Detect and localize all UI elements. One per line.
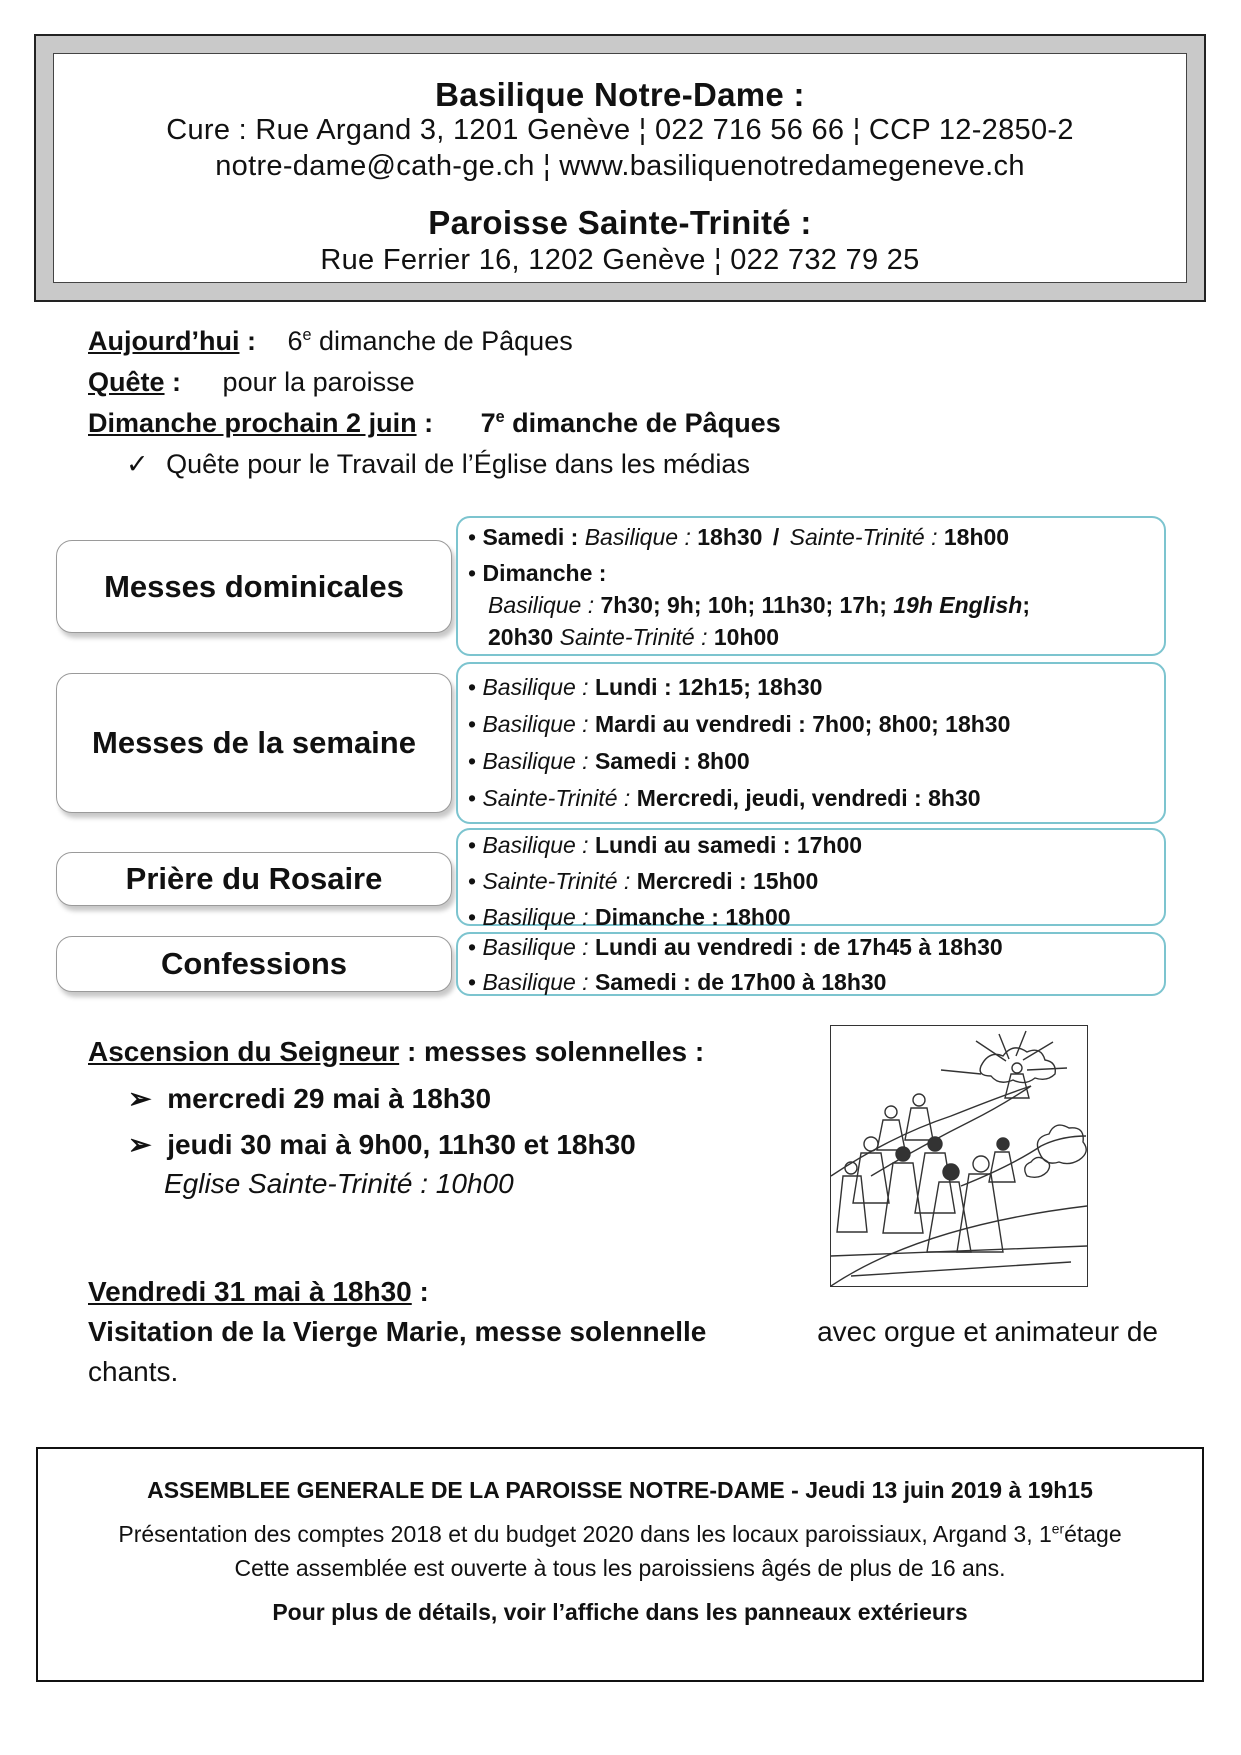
visitation-title: Vendredi 31 mai à 18h30	[88, 1276, 412, 1307]
dominicales-dimanche-st	[488, 624, 779, 651]
dim-semicolon: ;	[1022, 592, 1031, 618]
bullet-icon: •	[468, 969, 477, 995]
nd-address: Cure : Rue Argand 3, 1201 Genève ¦ 022 716 56 66 ¦ CCP 12-2850-2	[166, 114, 1074, 146]
next-colon: :	[416, 408, 434, 438]
dim-last: 20h30	[488, 624, 554, 650]
assemblee-line-2: Cette assemblée est ouverte à tous les paroissiens âgés de plus de 16 ans.	[234, 1555, 1006, 1581]
ascension-heading	[88, 1036, 704, 1068]
dim-english: 19h English	[893, 592, 1023, 618]
visitation-rest-text: avec orgue et animateur de	[817, 1316, 1158, 1347]
bullet-icon: •	[468, 674, 477, 700]
bullet-icon: •	[468, 524, 477, 550]
ascension-item-2-note: Eglise Sainte-Trinité : 10h00	[164, 1168, 514, 1199]
sam-day: Samedi :	[482, 524, 579, 550]
label-messes-dominicales: Messes dominicales	[56, 540, 452, 633]
today-colon: :	[239, 326, 256, 356]
header-inner	[53, 53, 1187, 283]
visitation-title-colon: :	[411, 1276, 429, 1307]
box-confessions	[456, 932, 1166, 996]
assemblee-box	[36, 1447, 1204, 1682]
bullet-icon: •	[468, 560, 477, 586]
st-title: Paroisse Sainte-Trinité :	[428, 204, 812, 241]
rosaire-text: Mercredi : 15h00	[636, 868, 819, 894]
ascension-title-rest: : messes solennelles :	[399, 1036, 705, 1067]
visitation-line-2: chants.	[88, 1356, 179, 1387]
ascension-item-2-text: jeudi 30 mai à 9h00, 11h30 et 18h30	[167, 1129, 636, 1160]
assemblee-line-1	[38, 1521, 1202, 1548]
sam-st: Sainte-Trinité :	[789, 524, 938, 550]
rosaire-text: Dimanche : 18h00	[594, 904, 791, 930]
sam-st-time: 18h00	[943, 524, 1010, 550]
dim-times: 7h30; 9h; 10h; 11h30; 17h;	[600, 592, 887, 618]
assemblee-line-1-end: étage	[1064, 1521, 1122, 1547]
dim-st: Sainte-Trinité :	[559, 624, 708, 650]
rosaire-item	[468, 868, 818, 895]
quete-label: Quête	[88, 367, 165, 397]
bullet-icon: •	[468, 785, 477, 811]
rosaire-place: Sainte-Trinité :	[482, 868, 631, 894]
ascension-item-1-text: mercredi 29 mai à 18h30	[167, 1083, 492, 1114]
ascension-drawing	[831, 1026, 1087, 1286]
semaine-place: Basilique :	[482, 748, 589, 774]
dim-day: Dimanche :	[482, 560, 607, 586]
confessions-text: Lundi au vendredi : de 17h45 à 18h30	[594, 934, 1003, 960]
semaine-text: Samedi : 8h00	[594, 748, 750, 774]
confessions-item	[468, 934, 1003, 961]
assemblee-line-1-text: Présentation des comptes 2018 et du budget 2020 dans les locaux paroissiaux, Argand 3, 1	[118, 1521, 1052, 1547]
visitation-heading	[88, 1276, 429, 1308]
rosaire-place: Basilique :	[482, 832, 589, 858]
semaine-item	[468, 711, 1010, 738]
next-label: Dimanche prochain 2 juin	[88, 408, 417, 438]
next-line	[88, 408, 781, 439]
bullet-icon: •	[468, 832, 477, 858]
semaine-text: Mercredi, jeudi, vendredi : 8h30	[636, 785, 981, 811]
rosaire-text: Lundi au samedi : 17h00	[594, 832, 863, 858]
dominicales-dimanche-times	[488, 592, 1030, 619]
semaine-text: Lundi : 12h15; 18h30	[594, 674, 823, 700]
semaine-place: Sainte-Trinité :	[482, 785, 631, 811]
semaine-place: Basilique :	[482, 674, 589, 700]
ascension-illustration	[830, 1025, 1088, 1287]
header-box	[34, 34, 1206, 302]
visitation-bold-text: Visitation de la Vierge Marie, messe solennelle	[88, 1316, 707, 1347]
next-text: dimanche de Pâques	[504, 408, 781, 438]
box-priere-rosaire	[456, 828, 1166, 930]
today-num: 6	[287, 326, 303, 356]
next-num: 7	[480, 408, 496, 438]
semaine-item	[468, 785, 981, 812]
assemblee-line-3: Pour plus de détails, voir l’affiche dans les panneaux extérieurs	[272, 1599, 968, 1625]
sam-bas: Basilique :	[584, 524, 691, 550]
bullet-icon: •	[468, 711, 477, 737]
bullet-icon: •	[468, 748, 477, 774]
dim-st-time: 10h00	[713, 624, 780, 650]
semaine-text: Mardi au vendredi : 7h00; 8h00; 18h30	[594, 711, 1011, 737]
sam-slash: /	[772, 524, 780, 550]
sam-bas-time: 18h30	[697, 524, 763, 550]
nd-contact: notre-dame@cath-ge.ch ¦ www.basiliquenotredamegeneve.ch	[215, 150, 1025, 182]
nd-title: Basilique Notre-Dame :	[435, 76, 805, 113]
semaine-place: Basilique :	[482, 711, 589, 737]
semaine-item	[468, 674, 822, 701]
rosaire-item	[468, 832, 862, 859]
today-label: Aujourd’hui	[88, 326, 240, 356]
bullet-icon: •	[468, 904, 477, 930]
ascension-title: Ascension du Seigneur	[88, 1036, 400, 1067]
label-confessions: Confessions	[56, 936, 452, 992]
quete-colon: :	[164, 367, 182, 397]
quete-line	[88, 367, 415, 398]
check-icon: ✓	[126, 449, 149, 479]
assemblee-line-1-sup: er	[1051, 1521, 1065, 1537]
rosaire-place: Basilique :	[482, 904, 589, 930]
box-messes-dominicales	[456, 516, 1166, 656]
check-text: Quête pour le Travail de l’Église dans les médias	[166, 449, 750, 479]
confessions-place: Basilique :	[482, 934, 589, 960]
bullet-icon: •	[468, 934, 477, 960]
dim-bas: Basilique :	[488, 592, 595, 618]
arrow-icon: ➢	[128, 1083, 152, 1114]
ascension-item-2	[128, 1128, 636, 1161]
label-messes-semaine: Messes de la semaine	[56, 673, 452, 813]
st-address: Rue Ferrier 16, 1202 Genève ¦ 022 732 79 25	[320, 244, 920, 276]
check-line	[126, 449, 750, 480]
semaine-item	[468, 748, 750, 775]
dominicales-dimanche	[468, 560, 606, 587]
box-messes-semaine	[456, 662, 1166, 824]
ascension-item-1	[128, 1082, 491, 1115]
assemblee-title: ASSEMBLEE GENERALE DE LA PAROISSE NOTRE-DAME - Jeudi 13 juin 2019 à 19h15	[147, 1477, 1093, 1503]
next-sup: e	[495, 408, 505, 426]
confessions-place: Basilique :	[482, 969, 589, 995]
dominicales-samedi	[468, 524, 1009, 551]
today-line	[88, 326, 573, 357]
bullet-icon: •	[468, 868, 477, 894]
today-sup: e	[302, 326, 312, 344]
arrow-icon: ➢	[128, 1129, 152, 1160]
visitation-line-1	[88, 1316, 1158, 1348]
quete-text: pour la paroisse	[222, 367, 415, 397]
confessions-item	[468, 969, 886, 996]
today-text: dimanche de Pâques	[311, 326, 573, 356]
rosaire-item	[468, 904, 791, 931]
confessions-text: Samedi : de 17h00 à 18h30	[594, 969, 887, 995]
label-priere-rosaire: Prière du Rosaire	[56, 852, 452, 906]
